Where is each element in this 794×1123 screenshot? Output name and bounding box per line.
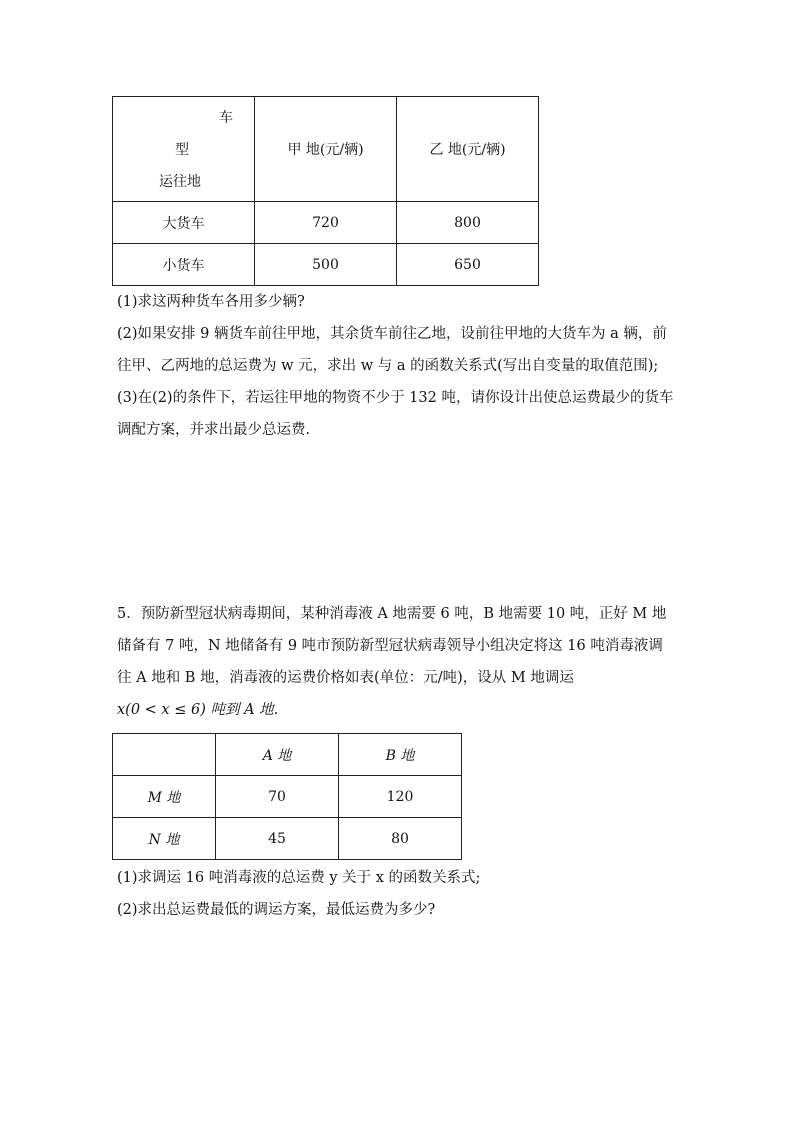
row-label: 小货车 [113, 244, 255, 286]
question-4-parts [117, 286, 677, 446]
table-row [113, 202, 539, 244]
question-part-2: (2)求出总运费最低的调运方案，最低运费为多少? [117, 902, 436, 918]
table-cell: 80 [339, 818, 462, 860]
table-cell: 500 [255, 244, 397, 286]
table-cell: 800 [397, 202, 539, 244]
freight-table [112, 96, 539, 286]
question-part-1: (1)求调运 16 吨消毒液的总运费 y 关于 x 的函数关系式; [117, 870, 481, 886]
column-header: B 地 [339, 734, 462, 776]
row-label: N 地 [113, 818, 216, 860]
diag-label-destination: 运往地 [159, 174, 201, 190]
question-part-3: (3)在(2)的条件下，若运往甲地的物资不少于 132 吨，请你设计出使总运费最少的货车调配方案，并求出最少总运费. [117, 390, 674, 438]
question-part-2: (2)如果安排 9 辆货车前往甲地，其余货车前往乙地，设前往甲地的大货车为 a 辆，前往甲、乙两地的总运费为 w 元，求出 w 与 a 的函数关系式(写出自变量的取值范围); [117, 326, 667, 374]
question-5-parts [117, 862, 677, 926]
column-header: 乙 地(元/辆) [397, 97, 539, 202]
table-row [113, 818, 462, 860]
blank-header-cell [113, 734, 216, 776]
table-header-row [113, 734, 462, 776]
question-part-1: (1)求这两种货车各用多少辆? [117, 294, 305, 310]
question-5-intro: 5．预防新型冠状病毒期间，某种消毒液 A 地需要 6 吨，B 地需要 10 吨，正好 M 地储备有 7 吨，N 地储备有 9 吨市预防新型冠状病毒领导小组决定将这 16 吨消毒液调往 A 地和 B 地，消毒液的运费价格如表(单位：元/吨)，设从 M 地调运 [117, 606, 667, 686]
table-header-row [113, 97, 539, 202]
table-cell: 45 [216, 818, 339, 860]
column-header: A 地 [216, 734, 339, 776]
diagonal-header-cell [113, 97, 255, 202]
column-header: 甲 地(元/辆) [255, 97, 397, 202]
table-cell: 650 [397, 244, 539, 286]
table-row [113, 776, 462, 818]
question-5-last-line: x(0 < x ≤ 6) 吨到 A 地. [117, 702, 279, 718]
row-label: M 地 [113, 776, 216, 818]
row-label: 大货车 [113, 202, 255, 244]
diag-label-vehicle: 车 [219, 110, 233, 126]
table-row [113, 244, 539, 286]
question-5 [117, 598, 677, 726]
table-cell: 70 [216, 776, 339, 818]
diag-label-type: 型 [175, 142, 189, 158]
disinfectant-cost-table [112, 733, 462, 860]
table-cell: 720 [255, 202, 397, 244]
table-cell: 120 [339, 776, 462, 818]
